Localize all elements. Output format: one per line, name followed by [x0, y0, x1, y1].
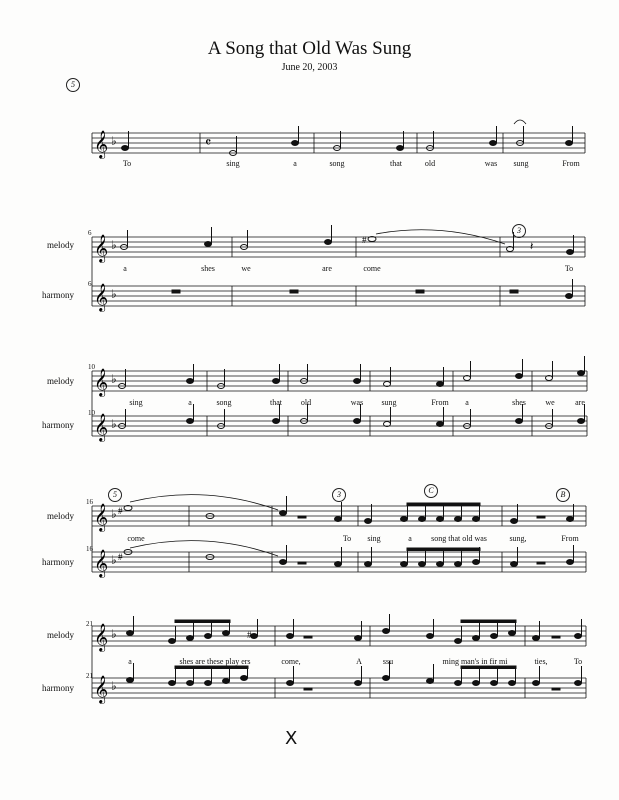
- handwritten-annotation: 5: [108, 488, 122, 502]
- lyric-syllable: a: [123, 264, 127, 273]
- lyric-syllable: sing: [367, 534, 381, 543]
- svg-text:#: #: [118, 506, 123, 516]
- part-label-melody: melody: [47, 240, 74, 250]
- svg-text:♭: ♭: [111, 679, 117, 693]
- lyric-syllable: sung,: [509, 534, 527, 543]
- measure-number: 16: [86, 545, 93, 553]
- svg-text:#: #: [247, 630, 252, 640]
- svg-text:#: #: [362, 235, 367, 245]
- lyric-syllable: was: [350, 398, 364, 407]
- svg-text:♭: ♭: [111, 417, 117, 431]
- svg-text:𝄞: 𝄞: [94, 368, 109, 396]
- part-label-melody: melody: [47, 376, 74, 386]
- lyric-syllable: old: [300, 398, 312, 407]
- lyric-syllable: From: [561, 534, 579, 543]
- lyric-syllable: a: [408, 534, 412, 543]
- lyric-syllable: sing: [226, 159, 240, 168]
- part-label-melody: melody: [47, 511, 74, 521]
- lyric-syllable: ming man's in fir mi: [442, 657, 508, 666]
- lyric-syllable: ssu: [382, 657, 394, 666]
- svg-text:𝄴: 𝄴: [205, 135, 212, 151]
- measure-number: 10: [88, 363, 95, 371]
- lyric-syllable: To: [342, 534, 352, 543]
- lyric-syllable: come: [363, 264, 381, 273]
- measure-number: 6: [88, 280, 92, 288]
- handwritten-annotation: 3: [512, 224, 526, 238]
- svg-text:𝄞: 𝄞: [94, 675, 109, 703]
- lyric-syllable: ties,: [534, 657, 548, 666]
- page-title: A Song that Old Was Sung: [207, 38, 412, 59]
- handwritten-annotation: 3: [332, 488, 346, 502]
- lyric-syllable: are: [322, 264, 332, 273]
- lyric-syllable: To: [122, 159, 132, 168]
- lyric-syllable: To: [573, 657, 583, 666]
- lyric-syllable: song: [329, 159, 345, 168]
- lyric-syllable: a: [128, 657, 132, 666]
- svg-text:𝄞: 𝄞: [94, 283, 109, 311]
- measure-number: 10: [88, 409, 95, 417]
- lyric-syllable: old: [424, 159, 436, 168]
- measure-number: 21: [86, 672, 93, 680]
- composition-date: June 20, 2003: [281, 62, 338, 73]
- svg-text:𝄞: 𝄞: [94, 234, 109, 262]
- handwritten-annotation: B: [556, 488, 570, 502]
- svg-text:♭: ♭: [111, 134, 117, 148]
- svg-text:♭: ♭: [111, 287, 117, 301]
- lyric-syllable: shes: [201, 264, 215, 273]
- lyric-syllable: To: [564, 264, 574, 273]
- lyric-syllable: a: [293, 159, 297, 168]
- handwritten-x-mark: X: [285, 728, 298, 749]
- measure-number: 16: [86, 498, 93, 506]
- lyric-syllable: song that old was: [431, 534, 487, 543]
- lyric-syllable: shes are these play ers: [179, 657, 251, 666]
- lyric-syllable: sung: [381, 398, 397, 407]
- lyric-syllable: that: [270, 398, 282, 407]
- svg-text:#: #: [118, 552, 123, 562]
- svg-text:♭: ♭: [111, 507, 117, 521]
- svg-text:♭: ♭: [111, 553, 117, 567]
- lyric-syllable: we: [241, 264, 251, 273]
- handwritten-annotation: 5: [66, 78, 80, 92]
- svg-text:𝄞: 𝄞: [94, 130, 109, 158]
- lyric-syllable: A: [356, 657, 362, 666]
- measure-number: 6: [88, 229, 92, 237]
- svg-text:♭: ♭: [111, 627, 117, 641]
- lyric-syllable: that: [390, 159, 402, 168]
- lyric-syllable: song: [216, 398, 232, 407]
- lyric-syllable: come: [127, 534, 145, 543]
- part-label-melody: melody: [47, 630, 74, 640]
- svg-text:𝄞: 𝄞: [94, 413, 109, 441]
- lyric-syllable: sung: [513, 159, 529, 168]
- lyric-syllable: a: [188, 398, 192, 407]
- svg-text:♭: ♭: [111, 372, 117, 386]
- svg-text:𝄞: 𝄞: [94, 549, 109, 577]
- lyric-syllable: a: [465, 398, 469, 407]
- part-label-harmony: harmony: [42, 290, 74, 300]
- part-label-harmony: harmony: [42, 420, 74, 430]
- measure-number: 21: [86, 620, 93, 628]
- lyric-syllable: we: [545, 398, 555, 407]
- handwritten-annotation: C: [424, 484, 438, 498]
- lyric-syllable: are: [575, 398, 585, 407]
- svg-text:♭: ♭: [111, 238, 117, 252]
- lyric-syllable: shes: [512, 398, 526, 407]
- lyric-syllable: come,: [281, 657, 301, 666]
- svg-text:𝄞: 𝄞: [94, 623, 109, 651]
- svg-text:𝄞: 𝄞: [94, 503, 109, 531]
- lyric-syllable: From: [431, 398, 449, 407]
- part-label-harmony: harmony: [42, 557, 74, 567]
- lyric-syllable: was: [484, 159, 498, 168]
- part-label-harmony: harmony: [42, 683, 74, 693]
- lyric-syllable: From: [562, 159, 580, 168]
- svg-text:𝄽: 𝄽: [530, 241, 534, 253]
- lyric-syllable: sing: [129, 398, 143, 407]
